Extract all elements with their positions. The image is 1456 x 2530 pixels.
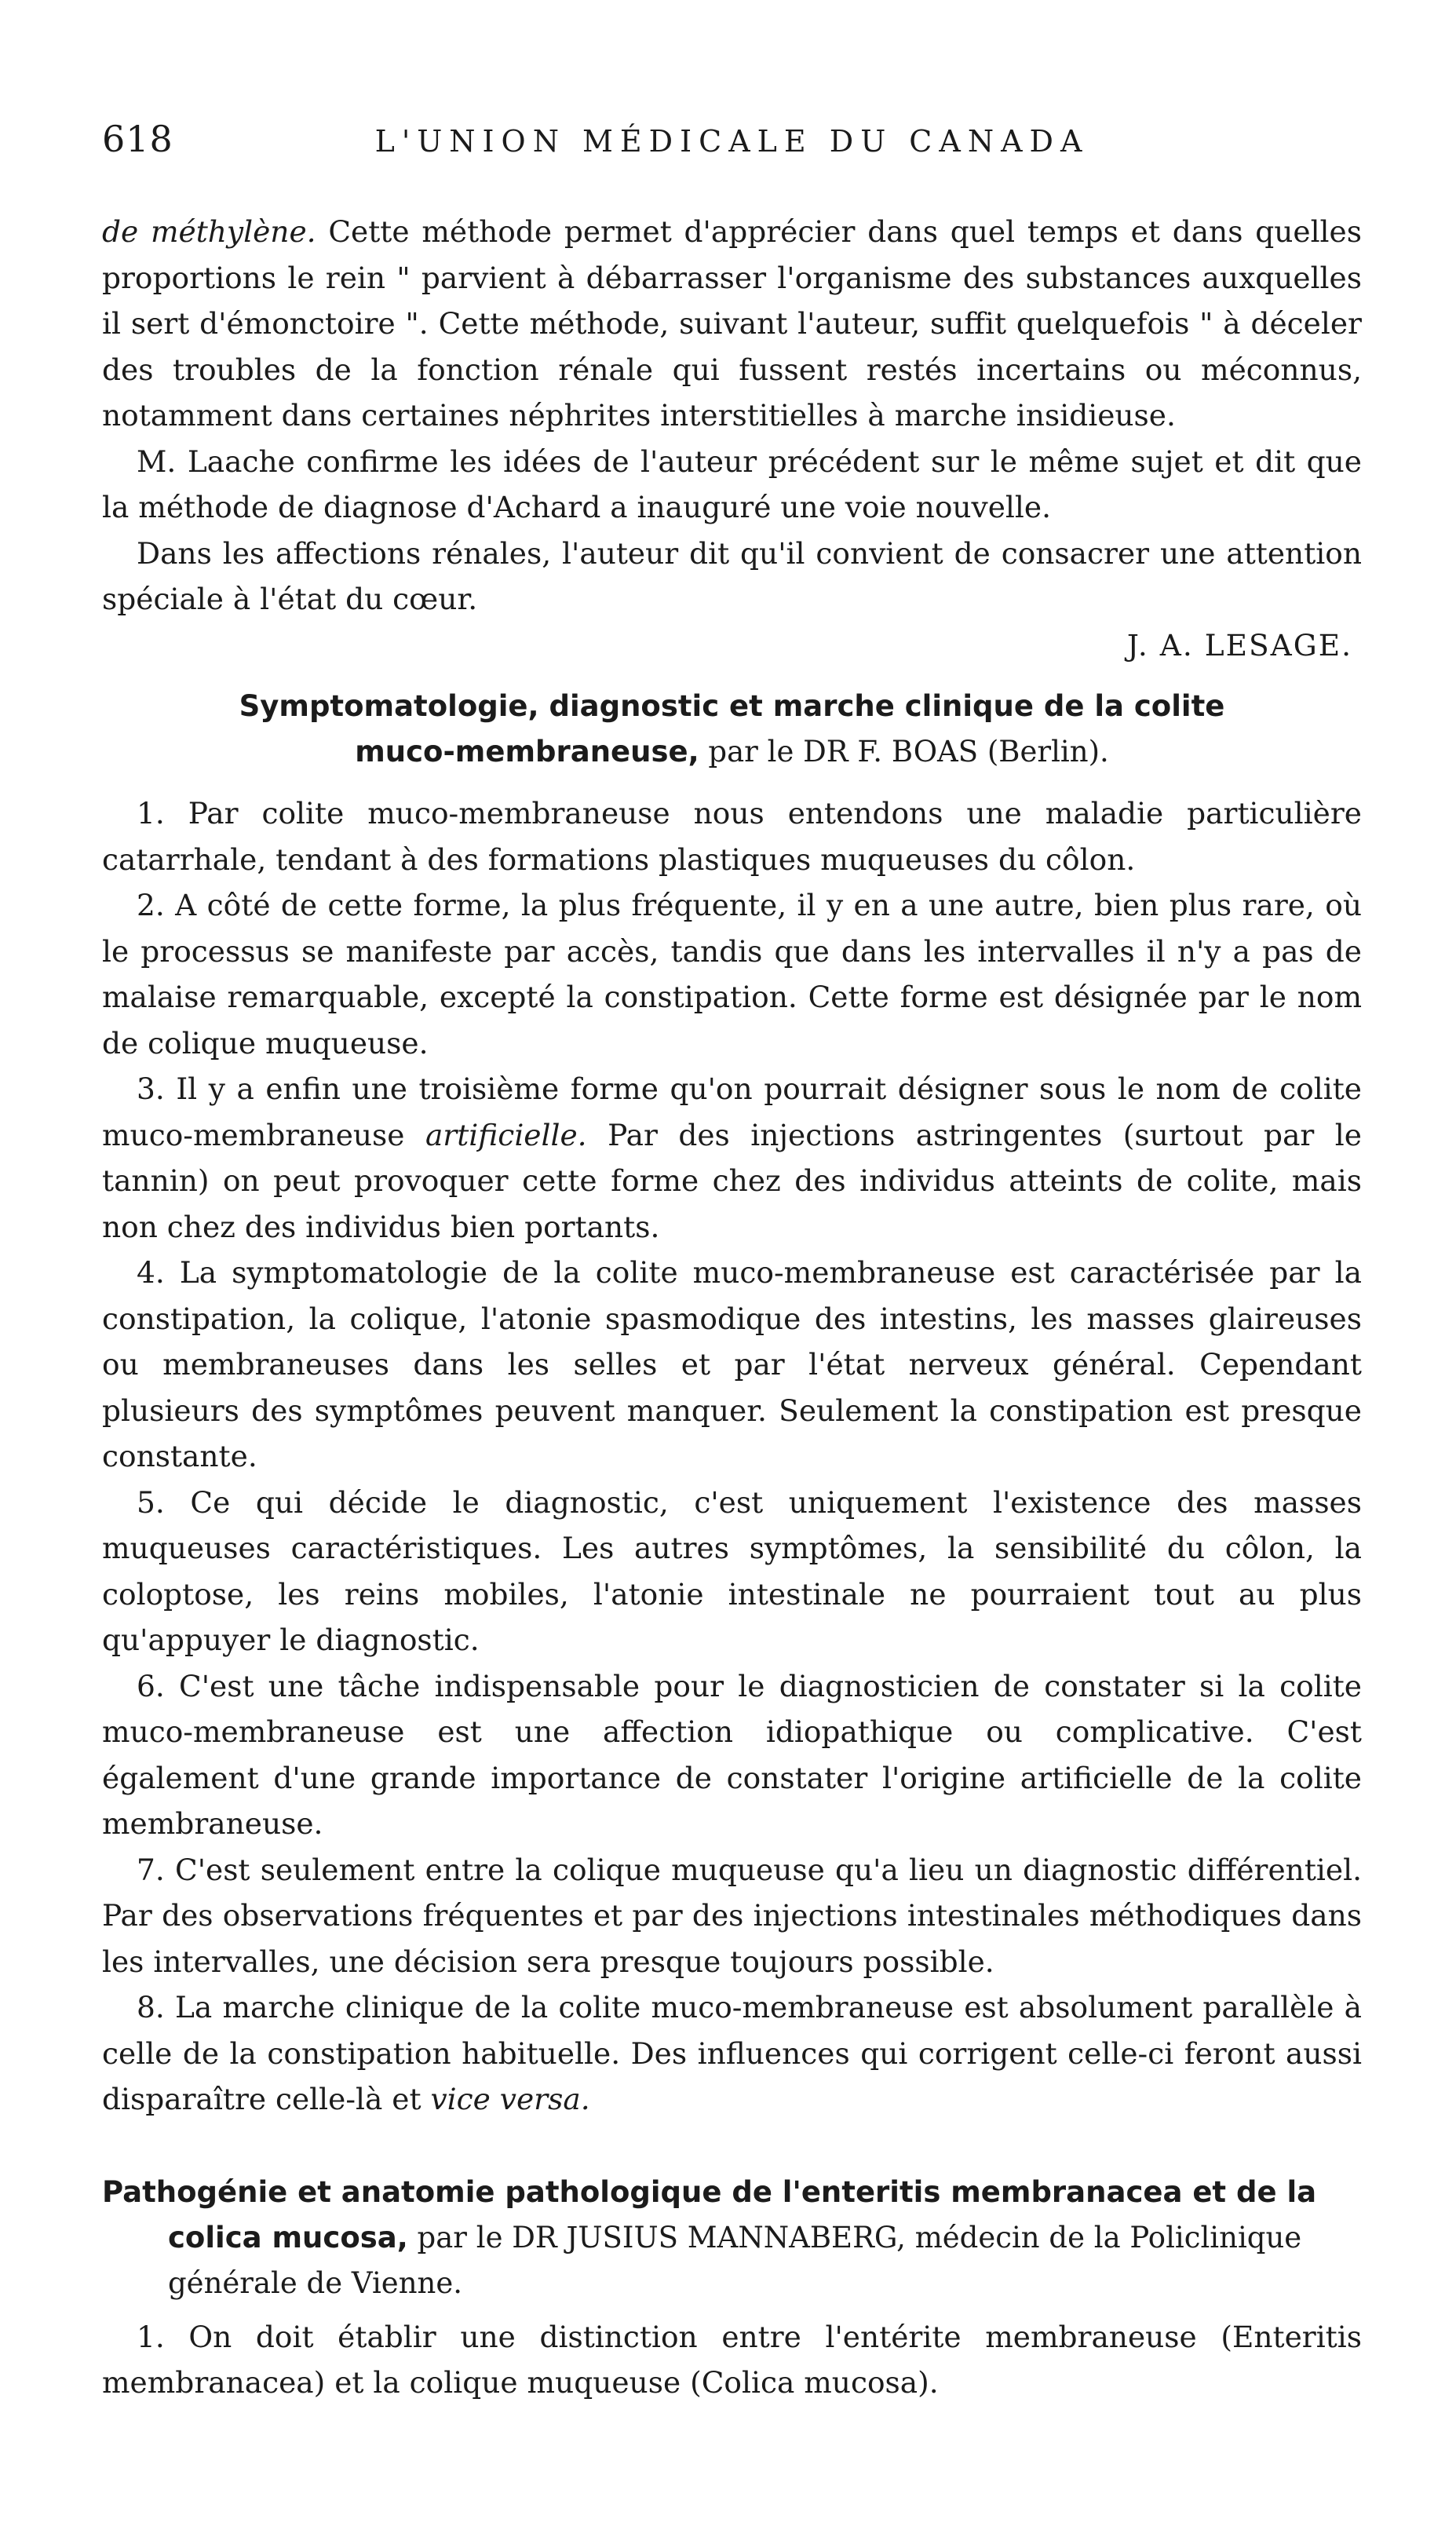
section-1-item-2: 2. A côté de cette forme, la plus fréquente, il y en a une autre, bien plus rare, où le processus se manifeste par accès, tandis que dans les intervalles il n'y a pas de malaise remarquable, excepté la constipation. Cette forme est désignée par le nom de colique muqueuse. <box>102 888 1362 1061</box>
section-1-heading <box>102 684 1362 775</box>
section-2-title-bold: Pathogénie et anatomie pathologique de l'enteritis membranacea et de la colica mucosa, <box>102 2174 1317 2254</box>
journal-title: L'UNION MÉDICALE DU CANADA <box>374 124 1089 159</box>
page-number: 618 <box>102 118 173 160</box>
section-1-title-line-2 <box>102 729 1362 775</box>
intro-paragraph-2: M. Laache confirme les idées de l'auteur précédent sur le même sujet et dit que la méthode de diagnose d'Achard a inauguré une voie nouvelle. <box>102 444 1362 524</box>
section-1-item-8-text: 8. La marche clinique de la colite muco-membraneuse est absolument parallèle à celle de la constipation habituelle. Des influences qui corrigent celle-ci feront aussi disparaître celle-là et <box>102 1990 1362 2116</box>
section-1-item-7: 7. C'est seulement entre la colique muqueuse qu'a lieu un diagnostic différentiel. Par des observations fréquentes et par des injections intestinales méthodiques dans les intervalles, une décision sera presque toujours possible. <box>102 1852 1362 1979</box>
intro-paragraph-3: Dans les affections rénales, l'auteur dit qu'il convient de consacrer une attention spéciale à l'état du cœur. <box>102 535 1362 616</box>
section-1-item-3-italic: artificielle. <box>425 1117 587 1152</box>
section-1-title-bold: muco-membraneuse, <box>355 735 699 768</box>
section-1-item-3 <box>102 1066 1362 1250</box>
section-2-byline: par le DR JUSIUS MANNABERG, médecin de la Policlinique générale de Vienne. <box>168 2220 1302 2300</box>
section-1-item-3-text-end: Par des injections astringentes (surtout par le tannin) on peut provoquer cette forme chez des individus atteints de colite, mais non chez des individus bien portants. <box>102 1117 1362 1244</box>
section-2-heading <box>102 2170 1362 2306</box>
section-2-body <box>102 2314 1362 2406</box>
author-signature: J. A. LESAGE. <box>1126 627 1352 663</box>
section-1-byline: par le DR F. BOAS (Berlin). <box>699 735 1109 768</box>
section-1-item-4: 4. La symptomatologie de la colite muco-membraneuse est caractérisée par la constipation, la colique, l'atonie spasmodique des intestins, les masses glaireuses ou membraneuses dans les selles et par l'état nerveux général. Cependant plusieurs des symptômes peuvent manquer. Seulement la constipation est presque constante. <box>102 1255 1362 1473</box>
intro-paragraph-1 <box>102 209 1362 439</box>
section-1-item-3-text: 3. Il y a enfin une troisième forme qu'on pourrait désigner sous le nom de colite muco-membraneuse <box>102 1072 1362 1152</box>
section-1-item-6: 6. C'est une tâche indispensable pour le diagnosticien de constater si la colite muco-membraneuse est une affection idiopathique ou complicative. C'est également d'une grande importance de constater l'origine artificielle de la colite membraneuse. <box>102 1668 1362 1841</box>
section-1-item-8-italic: vice versa. <box>430 2082 590 2116</box>
section-2-item-1: 1. On doit établir une distinction entre l'entérite membraneuse (Enteritis membranacea) et la colique muqueuse (Colica mucosa). <box>102 2319 1362 2400</box>
section-1-title-line-1: Symptomatologie, diagnostic et marche clinique de la colite <box>239 689 1225 723</box>
section-1-item-5: 5. Ce qui décide le diagnostic, c'est uniquement l'existence des masses muqueuses caractéristiques. Les autres symptômes, la sensibilité du côlon, la coloptose, les reins mobiles, l'atonie intestinale ne pourraient tout au plus qu'appuyer le diagnostic. <box>102 1484 1362 1657</box>
section-1-item-8 <box>102 1984 1362 2123</box>
running-header <box>102 118 1362 160</box>
intro-section <box>102 209 1362 668</box>
section-1-item-1: 1. Par colite muco-membraneuse nous entendons une maladie particulière catarrhale, tendant à des formations plastiques muqueuses du côlon. <box>102 796 1362 877</box>
intro-paragraph-1-text: Cette méthode permet d'apprécier dans quel temps et dans quelles proportions le rein " parvient à débarrasser l'organisme des substances auxquelles il sert d'émonctoire ". Cette méthode, suivant l'auteur, suffit quelquefois " à déceler des troubles de la fonction rénale qui fussent restés incertains ou méconnus, notamment dans certaines néphrites interstitielles à marche insidieuse. <box>102 214 1362 433</box>
section-1-body <box>102 790 1362 2123</box>
intro-italic-term: de méthylène. <box>102 214 316 249</box>
